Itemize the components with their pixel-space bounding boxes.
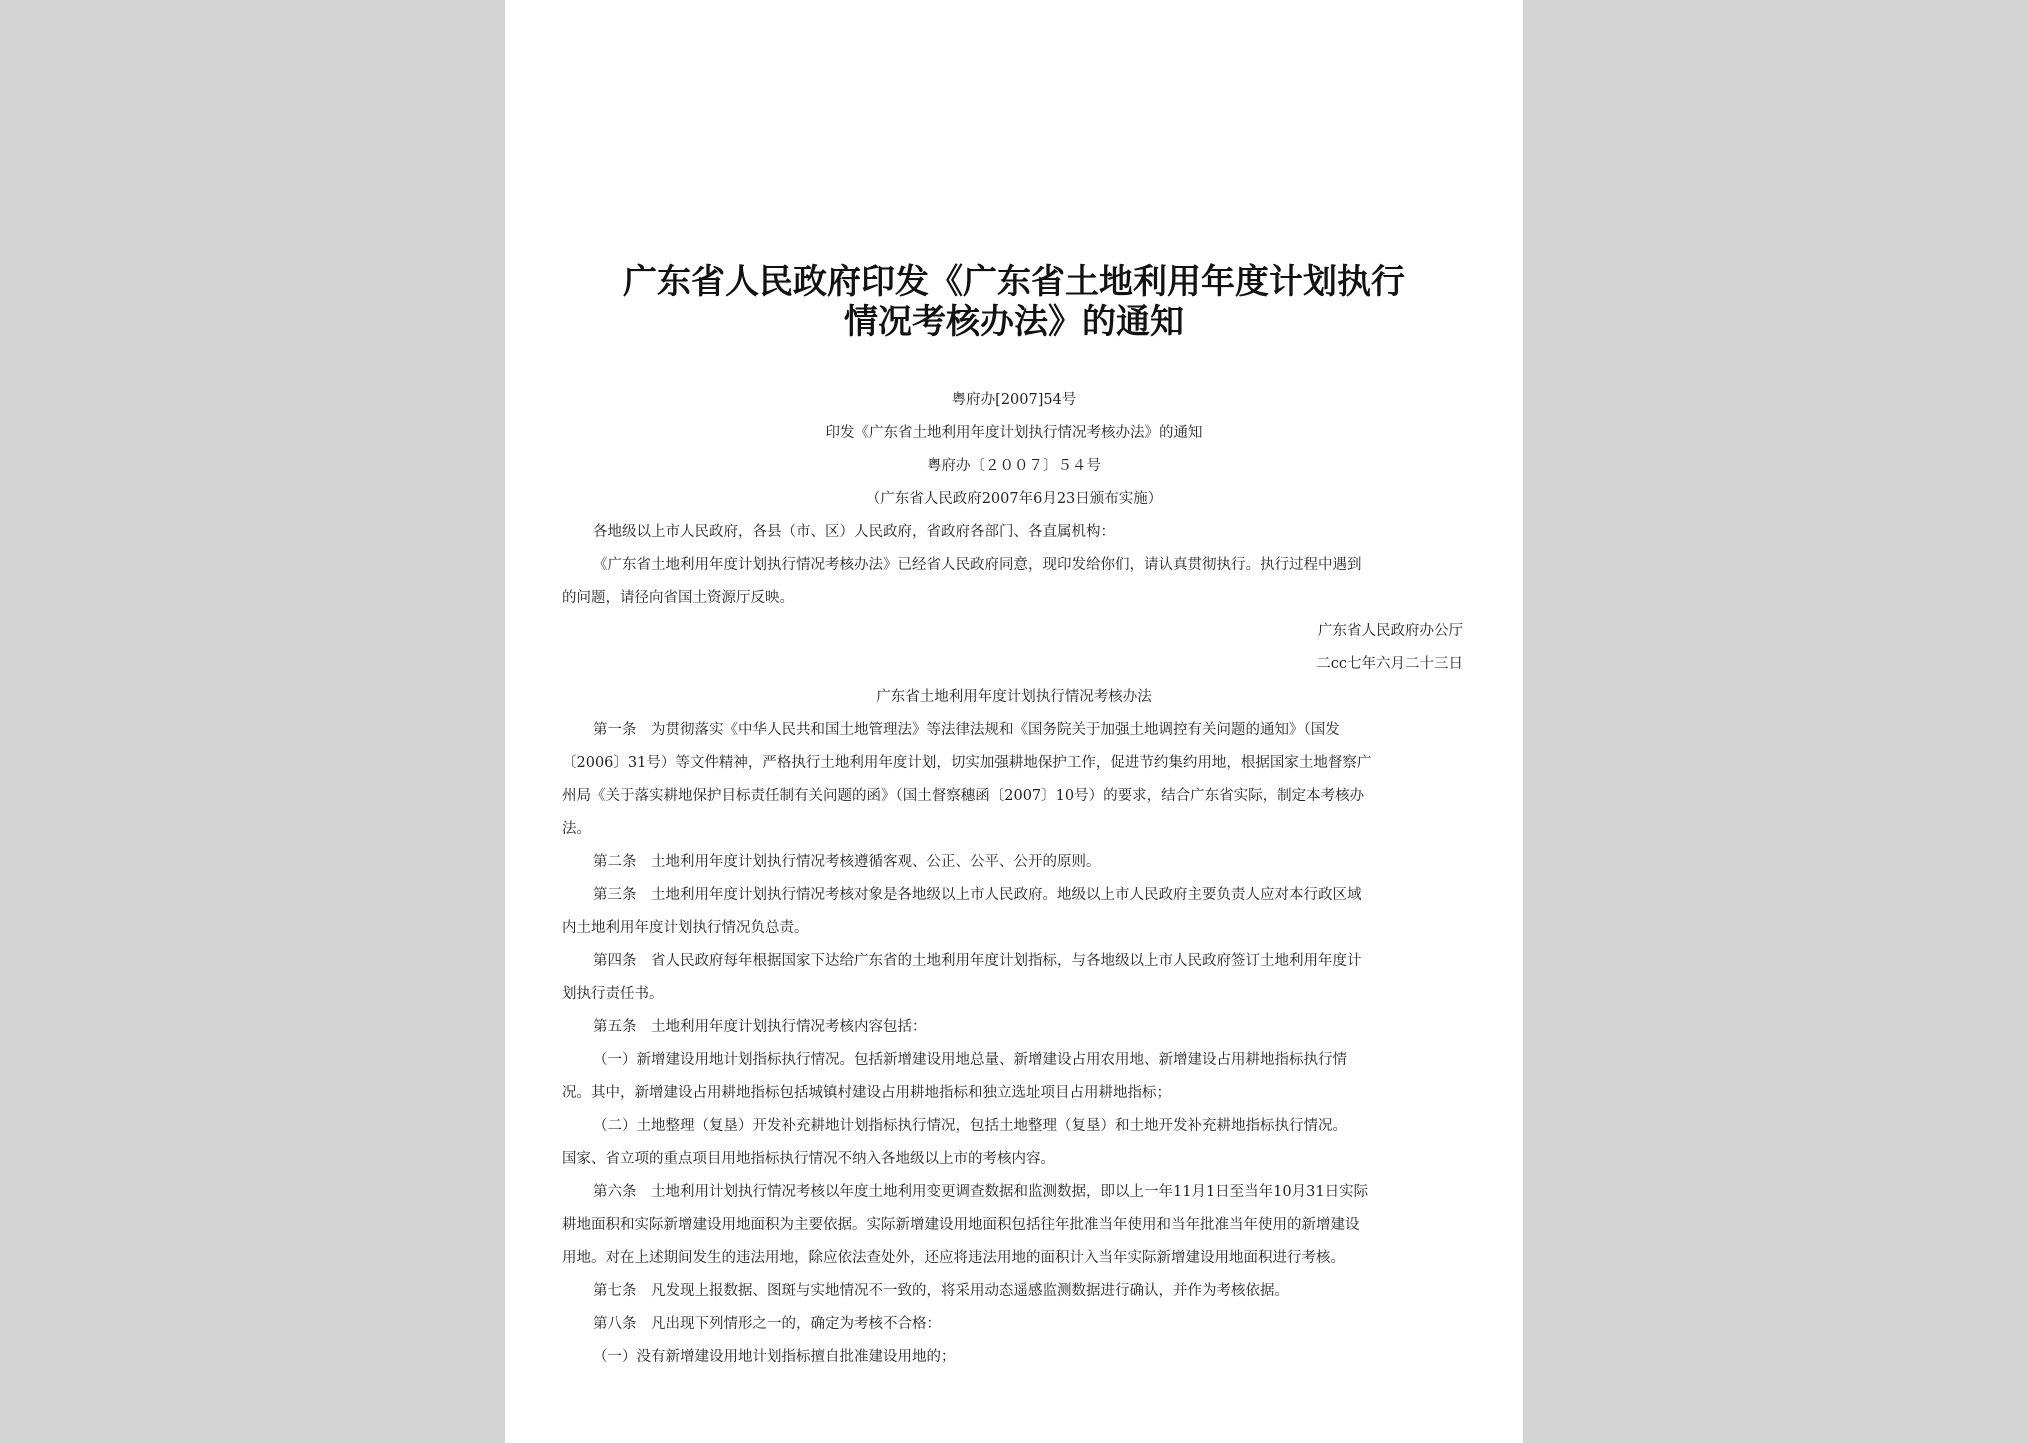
sign-date: 二cc七年六月二十三日 [1316,656,1463,672]
issue-note: （广东省人民政府2007年6月23日颁布实施） [865,491,1163,507]
body-line: 用地。对在上述期间发生的违法用地，除应依法查处外，还应将违法用地的面积计入当年实际新增建设用地面积进行考核。 [562,1250,1345,1266]
body-line: 况。其中，新增建设占用耕地指标包括城镇村建设占用耕地指标和独立选址项目占用耕地指标； [562,1085,1171,1101]
body-line: 第五条 土地利用年度计划执行情况考核内容包括： [593,1019,927,1035]
body-line: 第一条 为贯彻落实《中华人民共和国土地管理法》等法律法规和《国务院关于加强土地调控有关问题的通知》（国发 [593,722,1340,738]
body-line: （一）没有新增建设用地计划指标擅自批准建设用地的； [593,1349,956,1365]
body-line: 内土地利用年度计划执行情况负总责。 [562,920,809,936]
body-line: （一）新增建设用地计划指标执行情况。包括新增建设用地总量、新增建设占用农用地、新增建设占用耕地指标执行情 [593,1052,1347,1068]
body-line: （二）土地整理（复垦）开发补充耕地计划指标执行情况，包括土地整理（复垦）和土地开发补充耕地指标执行情况。 [593,1118,1347,1134]
doc-number-spaced: 粤府办〔２００７〕５４号 [927,458,1101,474]
body-line: 划执行责任书。 [562,986,664,1002]
body-line: 第八条 凡出现下列情形之一的，确定为考核不合格： [593,1316,941,1332]
measures-title: 广东省土地利用年度计划执行情况考核办法 [876,689,1152,705]
document-page [505,0,1523,1443]
title-line-2: 情况考核办法》的通知 [844,302,1184,342]
body-line: 〔2006〕31号）等文件精神，严格执行土地利用年度计划，切实加强耕地保护工作，促进节约集约用地，根据国家土地督察广 [562,755,1372,771]
body-line: 州局《关于落实耕地保护目标责任制有关问题的函》（国土督察穗函〔2007〕10号）的要求，结合广东省实际，制定本考核办 [562,788,1365,804]
body-line: 耕地面积和实际新增建设用地面积为主要依据。实际新增建设用地面积包括往年批准当年使用和当年批准当年使用的新增建设 [562,1217,1360,1233]
body-line: 第二条 土地利用年度计划执行情况考核遵循客观、公正、公平、公开的原则。 [593,854,1101,870]
signer: 广东省人民政府办公厅 [1318,623,1463,639]
notice-subtitle: 印发《广东省土地利用年度计划执行情况考核办法》的通知 [825,425,1203,441]
document-title [505,262,1523,342]
body-line: 法。 [562,821,591,837]
body-line: 第四条 省人民政府每年根据国家下达给广东省的土地利用年度计划指标，与各地级以上市人民政府签订土地利用年度计 [593,953,1362,969]
body-line: 第六条 土地利用计划执行情况考核以年度土地利用变更调查数据和监测数据，即以上一年11月1日至当年10月31日实际 [593,1184,1369,1200]
title-line-1: 广东省人民政府印发《广东省土地利用年度计划执行 [623,262,1405,302]
doc-number: 粤府办[2007]54号 [951,392,1077,408]
body-line: 第三条 土地利用年度计划执行情况考核对象是各地级以上市人民政府。地级以上市人民政府主要负责人应对本行政区域 [593,887,1362,903]
body-line: 第七条 凡发现上报数据、图斑与实地情况不一致的，将采用动态遥感监测数据进行确认，并作为考核依据。 [593,1283,1289,1299]
notice-paragraph-line: 的问题，请径向省国土资源厅反映。 [562,590,794,606]
addressee: 各地级以上市人民政府，各县（市、区）人民政府，省政府各部门、各直属机构： [593,524,1115,540]
body-line: 国家、省立项的重点项目用地指标执行情况不纳入各地级以上市的考核内容。 [562,1151,1055,1167]
notice-paragraph-line: 《广东省土地利用年度计划执行情况考核办法》已经省人民政府同意，现印发给你们，请认真贯彻执行。执行过程中遇到 [593,557,1362,573]
